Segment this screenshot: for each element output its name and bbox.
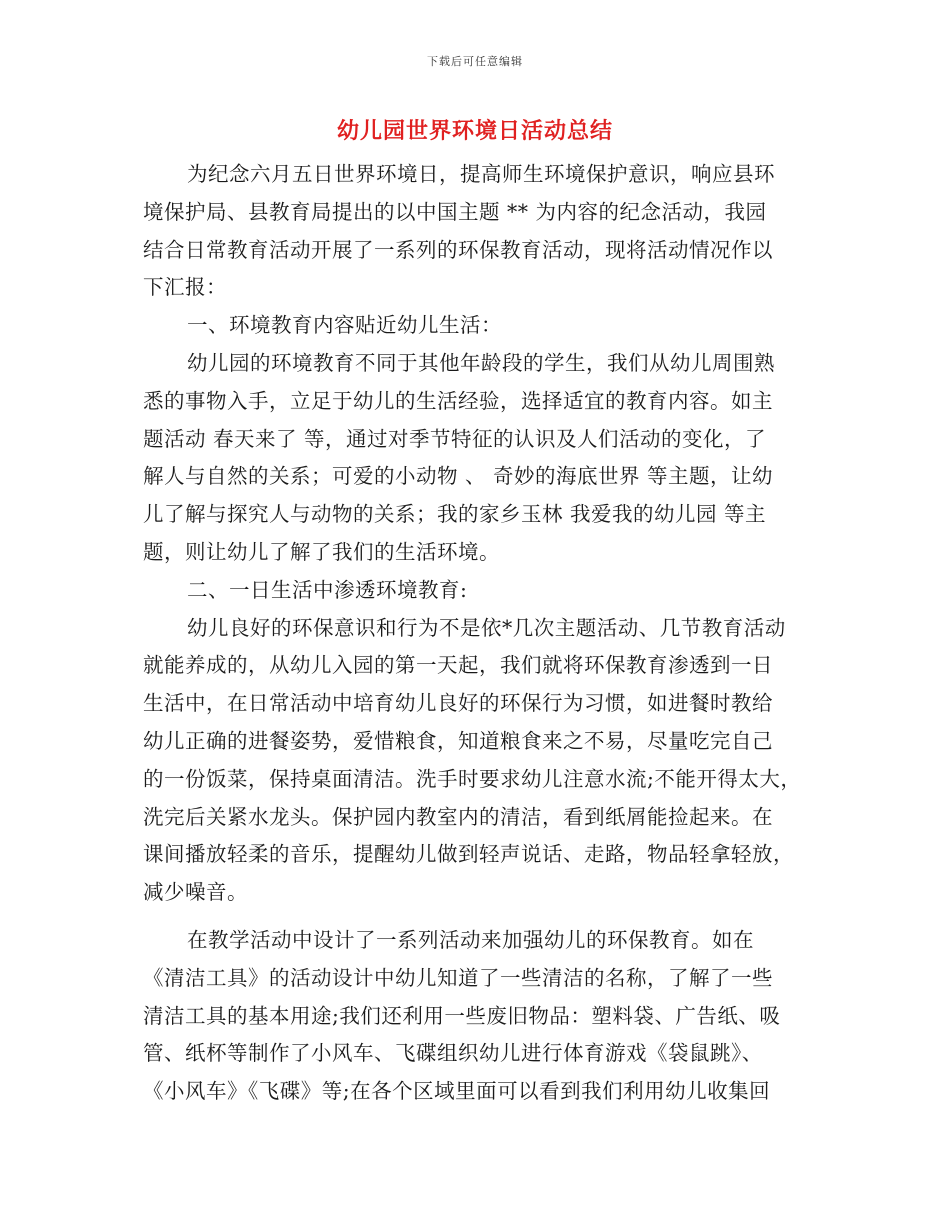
paragraph-line: 减少噪音。 [143, 880, 248, 905]
paragraph-line: 幼儿正确的进餐姿势，爱惜粮食，知道粮食来之不易，尽量吃完自己 [143, 728, 773, 753]
paragraph-line: 的一份饭菜，保持桌面清洁。洗手时要求幼儿注意水流;不能开得太大， [143, 766, 802, 791]
header-note: 下载后可任意编辑 [427, 55, 523, 68]
paragraph-gap [143, 912, 813, 922]
paragraph-line: 幼儿良好的环保意识和行为不是依*几次主题活动、几节教育活动 [187, 615, 786, 640]
paragraph-line: 题活动 春天来了 等，通过对季节特征的认识及人们活动的变化，了 [143, 426, 767, 451]
document-body [143, 156, 813, 1111]
paragraph-line: 在教学活动中设计了一系列活动来加强幼儿的环保教育。如在 [187, 927, 754, 952]
paragraph-line: 洗完后关紧水龙头。保护园内教室内的清洁，看到纸屑能捡起来。在 [143, 804, 773, 829]
paragraph-line: 管、纸杯等制作了小风车、飞碟组织幼儿进行体育游戏《袋鼠跳》、 [143, 1041, 763, 1066]
paragraph-line: 解人与自然的关系；可爱的小动物 、 奇妙的海底世界 等主题，让幼 [143, 464, 774, 489]
paragraph-line: 下汇报： [143, 275, 227, 300]
paragraph-line: 《小风车》《飞碟》等;在各个区域里面可以看到我们利用幼儿收集回 [143, 1079, 771, 1104]
paragraph-line: 悉的事物入手，立足于幼儿的生活经验，选择适宜的教育内容。如主 [143, 388, 773, 413]
paragraph-line: 儿了解与探究人与动物的关系；我的家乡玉林 我爱我的幼儿园 等主 [143, 502, 767, 527]
paragraph-line: 结合日常教育活动开展了一系列的环保教育活动，现将活动情况作以 [143, 237, 773, 262]
paragraph-line: 就能养成的，从幼儿入园的第一天起，我们就将环保教育渗透到一日 [143, 653, 773, 678]
section-heading: 二、一日生活中渗透环境教育: [187, 577, 468, 602]
document-title: 幼儿园世界环境日活动总结 [336, 118, 613, 144]
paragraph-line: 境保护局、县教育局提出的以中国主题 ** 为内容的纪念活动，我园 [143, 199, 767, 224]
paragraph-line: 幼儿园的环境教育不同于其他年龄段的学生，我们从幼儿周围熟 [187, 350, 775, 375]
section-heading: 一、环境教育内容贴近幼儿生活： [187, 313, 502, 338]
paragraph-line: 题，则让幼儿了解了我们的生活环境。 [143, 539, 500, 564]
paragraph-line: 课间播放轻柔的音乐，提醒幼儿做到轻声说话、走路，物品轻拿轻放， [143, 842, 794, 867]
paragraph-line: 清洁工具的基本用途;我们还利用一些废旧物品：塑料袋、广告纸、吸 [143, 1003, 781, 1028]
paragraph-line: 为纪念六月五日世界环境日，提高师生环境保护意识，响应县环 [187, 162, 775, 186]
paragraph-line: 《清洁工具》的活动设计中幼儿知道了一些清洁的名称，了解了一些 [143, 965, 773, 990]
paragraph-line: 生活中，在日常活动中培育幼儿良好的环保行为习惯，如进餐时教给 [143, 691, 773, 716]
